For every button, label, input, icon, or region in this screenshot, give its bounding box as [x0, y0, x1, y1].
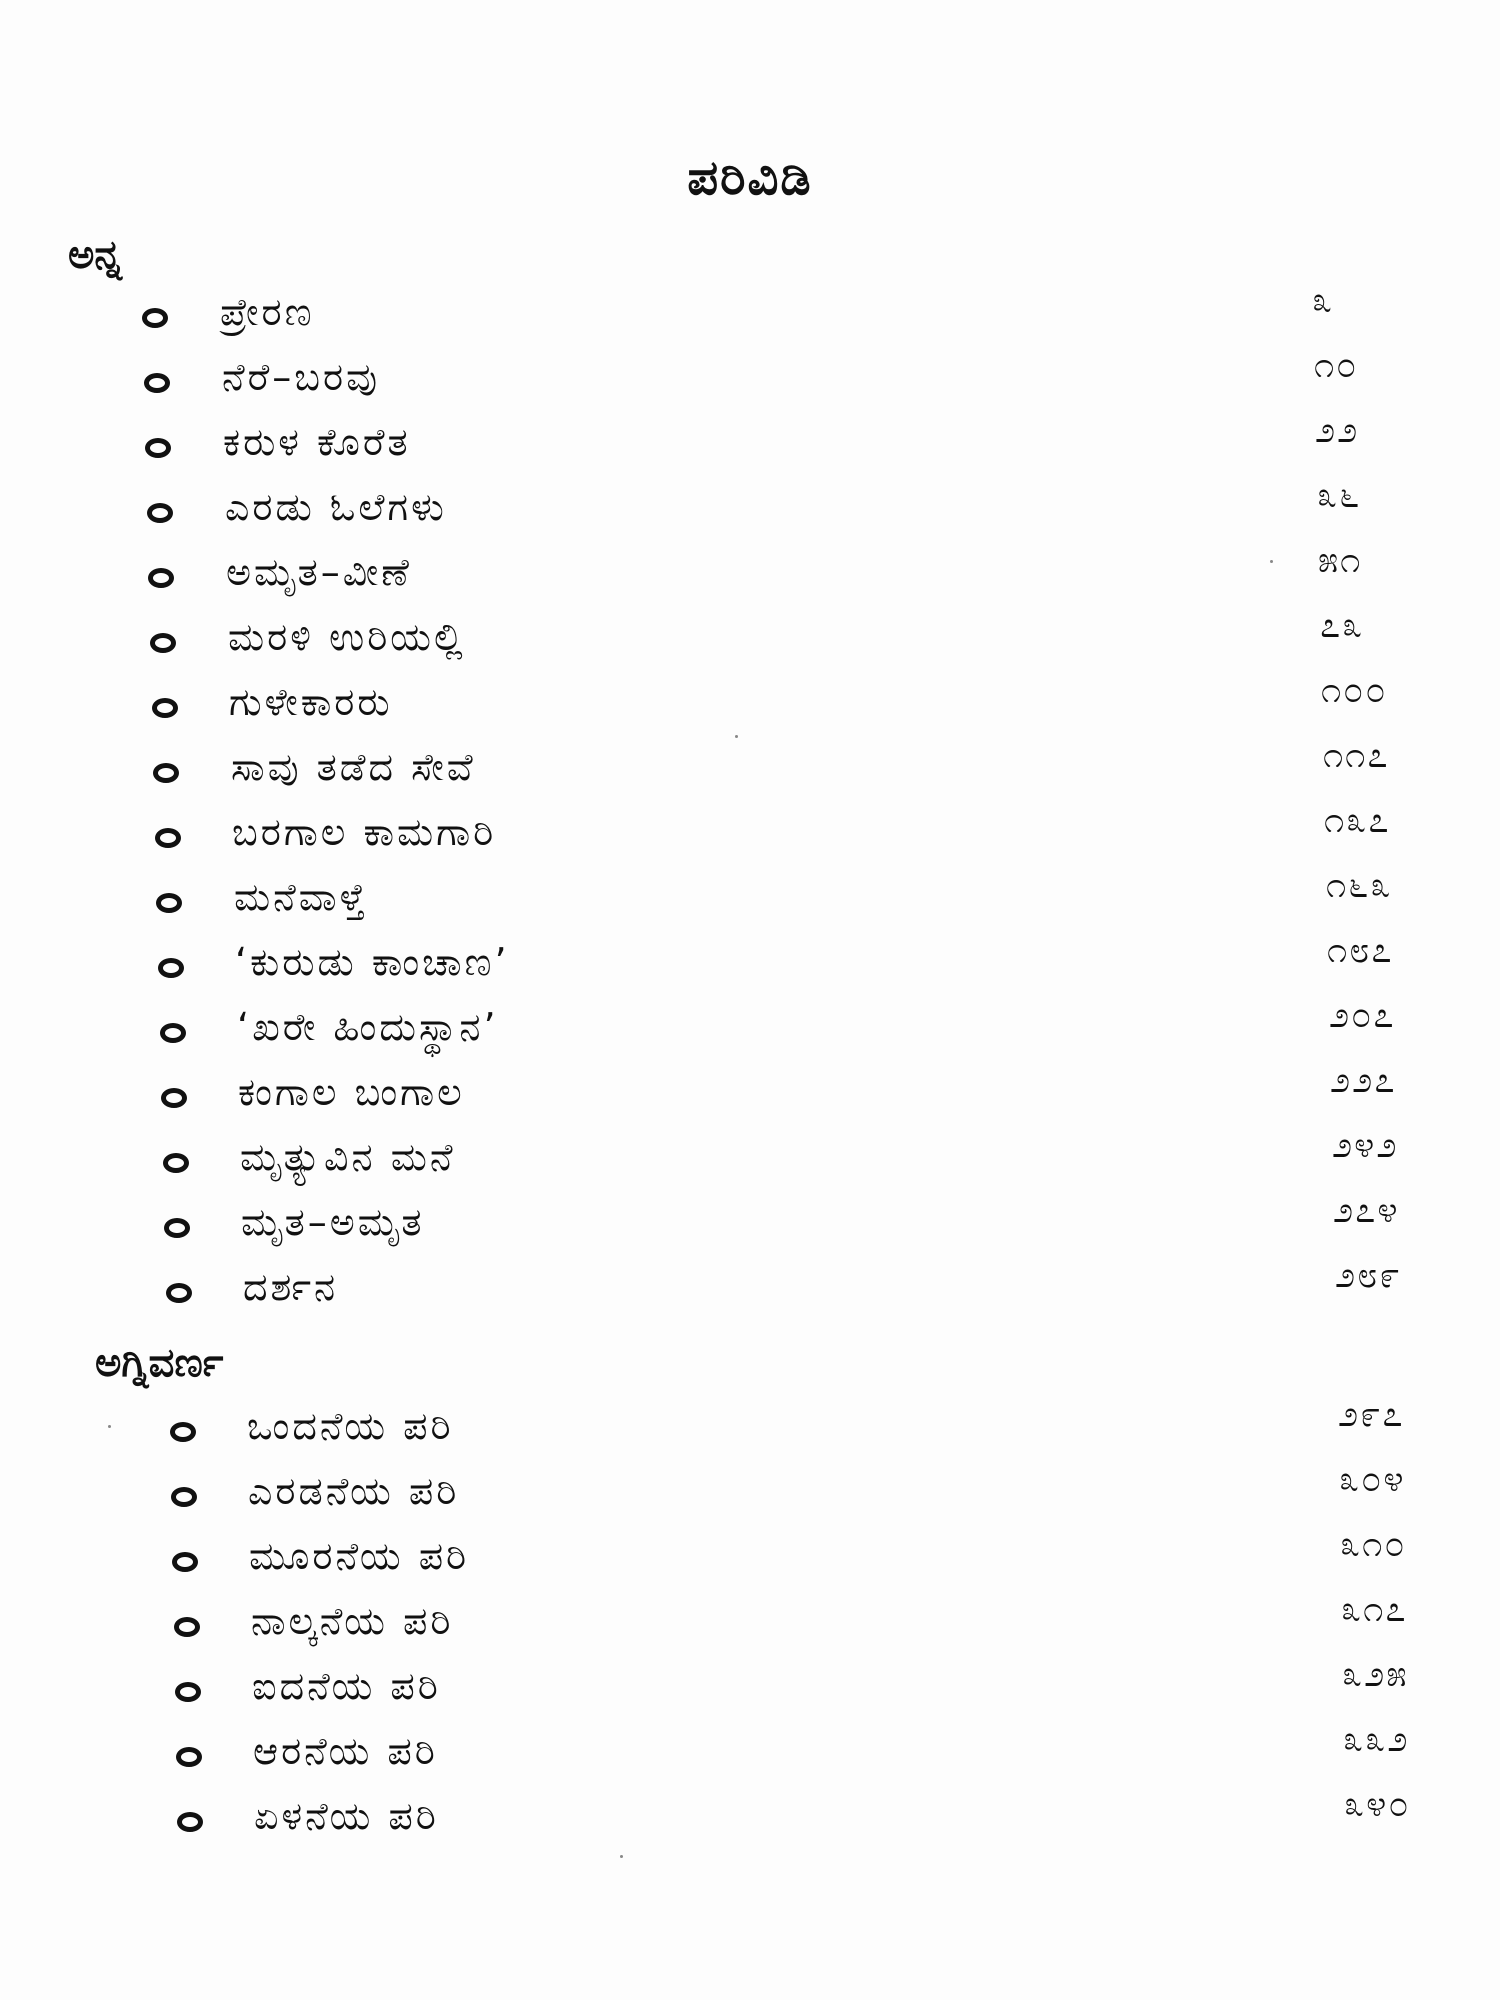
toc-entry-title: ಕರುಳ ಕೊರೆತ	[223, 420, 411, 464]
toc-page-number: ೭೩	[1320, 605, 1365, 646]
toc-entry	[0, 670, 1500, 741]
toc-page-number: ೨೮೯	[1335, 1255, 1402, 1296]
circle-bullet-icon	[161, 1088, 187, 1108]
toc-entry	[0, 865, 1500, 936]
toc-entry	[0, 1060, 1500, 1131]
toc-entry	[0, 280, 1500, 351]
toc-entry-title: ಗುಳೇಕಾರರು	[229, 680, 393, 724]
toc-entry	[0, 1719, 1500, 1790]
toc-page-number: ೩೩೨	[1343, 1719, 1410, 1760]
toc-entry-title: ಏಳನೆಯ ಪರಿ	[254, 1794, 439, 1838]
toc-page-number: ೧೦	[1314, 345, 1359, 386]
circle-bullet-icon	[174, 1617, 200, 1637]
section-heading-anna: ಅನ್ನ	[68, 232, 122, 278]
toc-entry-title: ಅಮೃತ–ವೀಣೆ	[226, 550, 412, 594]
toc-entry-title: ‘ಖರೇ ಹಿಂದುಸ್ಥಾನ’	[237, 1005, 499, 1049]
toc-page-number: ೫೧	[1318, 540, 1363, 581]
circle-bullet-icon	[172, 1552, 198, 1572]
circle-bullet-icon	[153, 763, 179, 783]
toc-page-number: ೨೨	[1315, 410, 1360, 451]
toc-entry	[0, 1459, 1500, 1530]
toc-entry	[0, 1255, 1500, 1326]
toc-entry-title: ‘ಕುರುಡು ಕಾಂಚಾಣ’	[235, 940, 510, 984]
toc-page-number: ೨೭೪	[1333, 1190, 1400, 1231]
toc-entry-title: ದರ್ಶನ	[243, 1265, 339, 1309]
toc-entry-title: ಎರಡನೆಯ ಪರಿ	[248, 1469, 460, 1513]
toc-page-number: ೧೩೭	[1324, 800, 1391, 841]
circle-bullet-icon	[177, 1812, 203, 1832]
circle-bullet-icon	[147, 503, 173, 523]
toc-entry	[0, 930, 1500, 1001]
paper-speck	[1270, 560, 1273, 563]
toc-page-number: ೧೮೭	[1327, 930, 1394, 971]
circle-bullet-icon	[152, 698, 178, 718]
toc-entry-title: ಬರಗಾಲ ಕಾಮಗಾರಿ	[232, 810, 497, 854]
toc-entry-title: ಆರನೆಯ ಪರಿ	[253, 1729, 438, 1773]
circle-bullet-icon	[142, 308, 168, 328]
toc-entry	[0, 1190, 1500, 1261]
toc-page-number: ೩೪೦	[1344, 1784, 1411, 1825]
toc-entry	[0, 1394, 1500, 1465]
toc-entry	[0, 1589, 1500, 1660]
toc-entry-title: ಸಾವು ತಡೆದ ಸೇವೆ	[231, 745, 476, 789]
section-heading-agnivarna: ಅಗ್ನಿವರ್ಣ	[95, 1340, 224, 1386]
paper-speck	[735, 735, 738, 738]
toc-entry-title: ಕಂಗಾಲ ಬಂಗಾಲ	[238, 1070, 465, 1114]
toc-page-number: ೧೧೭	[1323, 735, 1390, 776]
toc-entry-title: ಮೂರನೆಯ ಪರಿ	[249, 1534, 470, 1578]
paper-speck	[108, 1425, 111, 1428]
toc-entry	[0, 1654, 1500, 1725]
toc-entry-title: ಒಂದನೆಯ ಪರಿ	[247, 1404, 454, 1448]
circle-bullet-icon	[170, 1422, 196, 1442]
toc-entry	[0, 1524, 1500, 1595]
toc-entry-title: ಮರಳಿ ಉರಿಯಲ್ಲಿ	[228, 615, 466, 659]
page-title: ಪರಿವಿಡಿ	[687, 150, 813, 206]
circle-bullet-icon	[148, 568, 174, 588]
toc-entry	[0, 540, 1500, 611]
toc-entry-title: ಎರಡು ಓಲೆಗಳು	[225, 485, 447, 529]
toc-page-number: ೩೬	[1317, 475, 1362, 516]
toc-page-number: ೧೦೦	[1321, 670, 1388, 711]
toc-page-number: ೩	[1312, 280, 1335, 321]
toc-entry	[0, 410, 1500, 481]
toc-entry	[0, 475, 1500, 546]
toc-entry-title: ಐದನೆಯ ಪರಿ	[252, 1664, 441, 1708]
circle-bullet-icon	[160, 1023, 186, 1043]
toc-page-number: ೩೦೪	[1339, 1459, 1406, 1500]
circle-bullet-icon	[175, 1682, 201, 1702]
toc-entry-title: ಮೃತ್ಯುವಿನ ಮನೆ	[240, 1135, 456, 1179]
toc-entry-title: ನೆರೆ–ಬರವು	[222, 355, 381, 399]
section-anna-entries	[0, 280, 1500, 1326]
toc-entry-title: ಮನೆವಾಳ್ತೆ	[234, 875, 368, 919]
circle-bullet-icon	[171, 1487, 197, 1507]
toc-page-number: ೩೧೦	[1340, 1524, 1407, 1565]
toc-page-number: ೨೦೭	[1329, 995, 1396, 1036]
paper-speck	[620, 1855, 623, 1858]
toc-page-number: ೨೪೨	[1332, 1125, 1399, 1166]
toc-entry	[0, 1784, 1500, 1855]
toc-entry-title: ಮೃತ–ಅಮೃತ	[241, 1200, 425, 1244]
section-agnivarna-entries	[0, 1394, 1500, 1855]
toc-page-number: ೩೧೭	[1341, 1589, 1408, 1630]
toc-entry	[0, 345, 1500, 416]
toc-page-number: ೨೯೭	[1338, 1394, 1405, 1435]
circle-bullet-icon	[164, 1218, 190, 1238]
toc-entry-title: ಪ್ರೇರಣ	[220, 290, 315, 334]
toc-entry	[0, 800, 1500, 871]
circle-bullet-icon	[176, 1747, 202, 1767]
toc-entry	[0, 995, 1500, 1066]
circle-bullet-icon	[163, 1153, 189, 1173]
toc-page-number: ೧೬೩	[1326, 865, 1393, 906]
toc-page-number: ೨೨೭	[1330, 1060, 1397, 1101]
toc-entry-title: ನಾಲ್ಕನೆಯ ಪರಿ	[251, 1599, 454, 1643]
circle-bullet-icon	[150, 633, 176, 653]
circle-bullet-icon	[158, 958, 184, 978]
toc-page-number: ೩೨೫	[1342, 1654, 1409, 1695]
toc-entry	[0, 735, 1500, 806]
toc-entry	[0, 1125, 1500, 1196]
circle-bullet-icon	[155, 828, 181, 848]
circle-bullet-icon	[156, 893, 182, 913]
circle-bullet-icon	[166, 1283, 192, 1303]
toc-entry	[0, 605, 1500, 676]
circle-bullet-icon	[144, 373, 170, 393]
circle-bullet-icon	[145, 438, 171, 458]
